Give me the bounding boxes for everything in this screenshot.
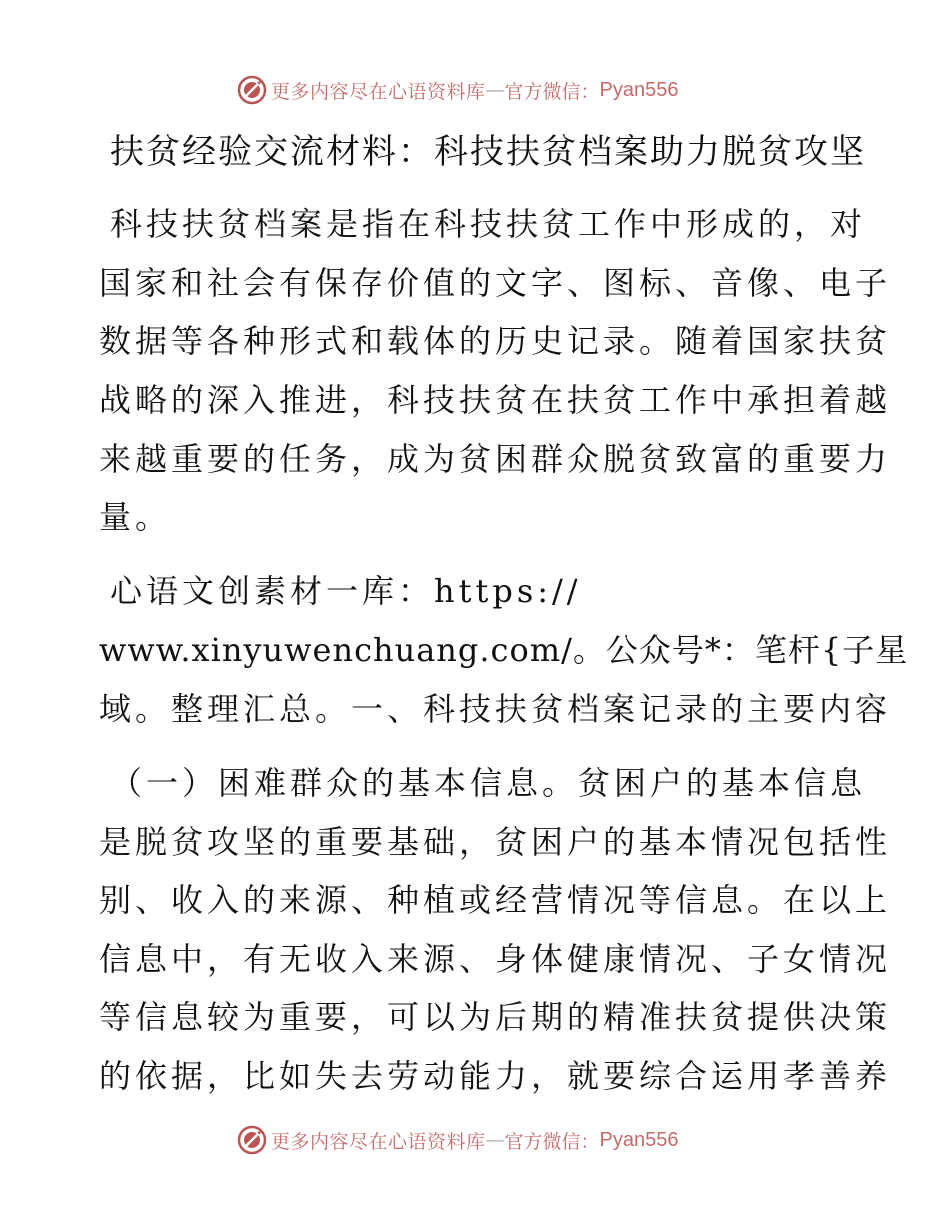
paragraph-line: 战略的深入推进，科技扶贫在扶贫工作中承担着越 xyxy=(99,381,892,419)
footer-separator: — xyxy=(485,1129,505,1151)
header-separator: — xyxy=(485,79,505,101)
paragraph-line: 的依据，比如失去劳动能力，就要综合运用孝善养 xyxy=(99,1057,892,1095)
footer-wechat-id: Pyan556 xyxy=(599,1128,679,1151)
paragraph-line: （一）困难群众的基本信息。贫困户的基本信息 xyxy=(110,764,867,802)
paragraph-line: 国家和社会有保存价值的文字、图标、音像、电子 xyxy=(99,264,892,302)
paragraph-line: 别、收入的来源、种植或经营情况等信息。在以上 xyxy=(99,881,892,919)
header-wechat-id: Pyan556 xyxy=(599,78,679,101)
paragraph-line: 信息中，有无收入来源、身体健康情况、子女情况 xyxy=(99,940,892,978)
paragraph-line: 量。 xyxy=(99,498,172,536)
footer-wechat-label: 官方微信： xyxy=(504,1130,600,1153)
paragraph-line: 来越重要的任务，成为贫困群众脱贫致富的重要力 xyxy=(99,440,892,478)
footer-banner xyxy=(0,1120,950,1160)
document-title: 扶贫经验交流材料：科技扶贫档案助力脱贫攻坚 xyxy=(110,132,866,172)
source-url-line: www.xinyuwenchuang.com/。公众号*：笔杆{子星 xyxy=(99,631,909,669)
paragraph-line: 是脱贫攻坚的重要基础，贫困户的基本情况包括性 xyxy=(99,823,892,861)
header-banner xyxy=(0,70,950,110)
footer-brand-text: 更多内容尽在心语资料库 xyxy=(271,1130,486,1153)
logo-icon xyxy=(237,1125,267,1155)
paragraph-line: 数据等各种形式和载体的历史记录。随着国家扶贫 xyxy=(99,322,892,360)
paragraph-line: 等信息较为重要，可以为后期的精准扶贫提供决策 xyxy=(99,998,892,1036)
section-heading-line: 域。整理汇总。一、科技扶贫档案记录的主要内容 xyxy=(99,690,892,728)
header-wechat-label: 官方微信： xyxy=(504,80,600,103)
source-line: 心语文创素材一库：https:// xyxy=(110,572,582,610)
paragraph-line: 科技扶贫档案是指在科技扶贫工作中形成的，对 xyxy=(110,205,867,243)
logo-icon xyxy=(237,75,267,105)
header-brand-text: 更多内容尽在心语资料库 xyxy=(271,80,486,103)
